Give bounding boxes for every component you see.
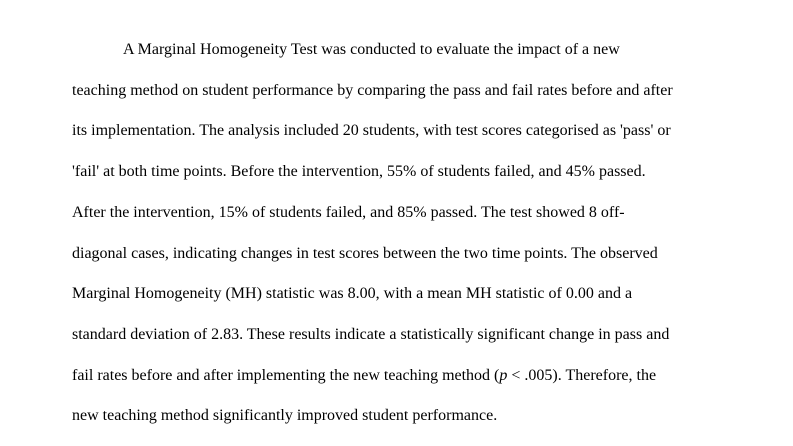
paragraph-line-4: 'fail' at both time points. Before the intervention, 55% of students failed, and 45% passed. (72, 163, 646, 181)
line-9-text-before-p: fail rates before and after implementing the new teaching method ( (72, 366, 500, 384)
line-9-text-after-p: < .005). Therefore, the (507, 366, 657, 384)
p-value-symbol: p (499, 366, 508, 384)
paragraph-line-10: new teaching method significantly improved student performance. (72, 407, 498, 425)
paragraph-line-6: diagonal cases, indicating changes in test scores between the two time points. The observed (72, 244, 658, 262)
paragraph-line-8: standard deviation of 2.83. These results indicate a statistically significant change in pass and (72, 325, 670, 343)
paragraph-line-9 (72, 356, 656, 397)
paragraph-line-3: its implementation. The analysis included 20 students, with test scores categorised as 'pass' or (72, 122, 671, 140)
paragraph-line-1: A Marginal Homogeneity Test was conducted to evaluate the impact of a new (123, 41, 620, 58)
paragraph-line-2: teaching method on student performance by comparing the pass and fail rates before and after (72, 81, 673, 99)
paragraph-line-5: After the intervention, 15% of students failed, and 85% passed. The test showed 8 off- (72, 203, 625, 221)
paragraph-line-7: Marginal Homogeneity (MH) statistic was 8.00, with a mean MH statistic of 0.00 and a (72, 285, 633, 303)
